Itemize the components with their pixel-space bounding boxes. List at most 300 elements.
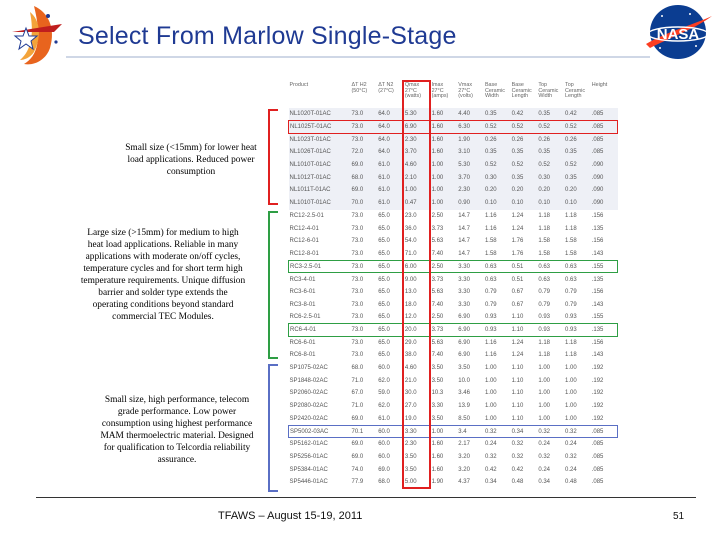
tfaws-logo <box>4 2 68 68</box>
value-cell: 65.0 <box>378 301 390 308</box>
note-high-performance: Small size, high performance, telecom grade performance. Low power consumption using highest performance MAM thermoelectric material. Designed for qualification to Telcordia reliability assurance. <box>100 395 254 465</box>
value-cell: 1.90 <box>457 133 484 146</box>
value-cell: 0.93 <box>484 324 511 337</box>
value-cell: 70.1 <box>351 425 378 438</box>
value-cell: 2.50 <box>431 260 458 273</box>
value-cell: 0.51 <box>511 276 524 283</box>
product-cell: NL1020T-01AC <box>289 108 351 121</box>
value-cell: 3.30 <box>458 288 470 295</box>
product-cell: NL1010T-01AC <box>289 197 351 210</box>
table-row <box>289 349 618 362</box>
value-cell: 68.0 <box>378 479 390 486</box>
value-cell: 59.0 <box>378 390 390 397</box>
value-cell: 3.50 <box>431 377 444 384</box>
value-cell: 0.24 <box>484 441 497 448</box>
value-cell: .155 <box>591 314 604 321</box>
value-cell: 69.0 <box>351 184 378 197</box>
table-row <box>289 425 618 438</box>
value-cell: 3.20 <box>458 453 470 460</box>
value-cell: 0.42 <box>511 108 538 121</box>
value-cell: 2.30 <box>457 184 484 197</box>
value-cell: 0.63 <box>484 276 497 283</box>
value-cell: 0.24 <box>538 441 550 448</box>
bracket-large-size <box>268 211 278 359</box>
value-cell: 3.30 <box>404 425 431 438</box>
value-cell: 38.0 <box>404 352 417 359</box>
table-row <box>289 311 618 324</box>
value-cell: 14.7 <box>458 250 470 257</box>
value-cell: .156 <box>591 339 604 346</box>
product-cell: RC12-4-01 <box>289 225 319 232</box>
product-cell: RC6-8-01 <box>289 352 316 359</box>
title-divider <box>66 56 650 58</box>
value-cell: 1.58 <box>538 238 550 245</box>
product-cell: SP1848-02AC <box>289 377 328 384</box>
value-cell: 60.0 <box>378 453 390 460</box>
table-body <box>289 108 618 489</box>
value-cell: 18.0 <box>404 301 417 308</box>
value-cell: 68.0 <box>351 171 378 184</box>
column-header: ΔT N2 (27°C) <box>378 82 394 94</box>
value-cell: 73.0 <box>351 212 364 219</box>
value-cell: 0.20 <box>564 184 591 197</box>
value-cell: 73.0 <box>351 133 378 146</box>
table-row <box>289 374 618 387</box>
column-header: Top Ceramic Width <box>538 82 559 100</box>
value-cell: 1.18 <box>538 352 550 359</box>
value-cell: 0.35 <box>484 146 511 159</box>
value-cell: 0.52 <box>484 121 511 134</box>
value-cell: 1.00 <box>565 403 577 410</box>
value-cell: 0.20 <box>537 184 564 197</box>
value-cell: 6.90 <box>457 324 484 337</box>
column-header: Qmax 27°C (watts) <box>404 82 422 100</box>
value-cell: .085 <box>591 425 618 438</box>
value-cell: 1.18 <box>538 225 550 232</box>
table-row <box>289 336 618 349</box>
column-header: Product <box>289 82 309 88</box>
value-cell: 73.0 <box>351 288 364 295</box>
value-cell: 0.34 <box>484 479 497 486</box>
value-cell: 10.0 <box>458 377 470 384</box>
value-cell: 73.0 <box>351 121 378 134</box>
value-cell: 0.52 <box>511 159 538 172</box>
value-cell: 1.24 <box>511 225 524 232</box>
value-cell: 3.50 <box>404 453 417 460</box>
product-cell: RC12-2.5-01 <box>289 212 324 219</box>
value-cell: .085 <box>591 108 618 121</box>
note-small-size: Small size (<15mm) for lower heat load applications. Reduced power consumption <box>125 143 257 177</box>
value-cell: 0.32 <box>538 453 550 460</box>
value-cell: 0.24 <box>565 466 577 473</box>
table-row <box>289 451 618 464</box>
value-cell: 0.32 <box>564 425 591 438</box>
value-cell: 1.60 <box>431 108 458 121</box>
value-cell: 1.00 <box>484 365 497 372</box>
value-cell: 60.0 <box>378 365 390 372</box>
value-cell: 73.0 <box>351 238 364 245</box>
value-cell: 8.50 <box>458 415 470 422</box>
value-cell: 1.00 <box>404 184 431 197</box>
note-large-size: Large size (>15mm) for medium to high heat load applications. Reliable in many applications with moderate on/off cycles, temperature cycles and for short term high temperature requirements. Unique diffusion barrier and solder type extends the operating conditions beyond standard commercial TEC Modules. <box>80 228 246 322</box>
value-cell: 65.0 <box>378 212 390 219</box>
value-cell: 2.50 <box>431 314 444 321</box>
value-cell: 5.30 <box>457 159 484 172</box>
value-cell: 3.20 <box>458 466 470 473</box>
value-cell: 0.51 <box>511 260 538 273</box>
product-table <box>288 83 618 489</box>
value-cell: 0.63 <box>564 260 591 273</box>
value-cell: 1.60 <box>431 466 444 473</box>
value-cell: 2.30 <box>404 133 431 146</box>
product-cell: SP1075-02AC <box>289 365 328 372</box>
value-cell: 30.0 <box>404 390 417 397</box>
table-header-row <box>289 83 618 108</box>
value-cell: 0.26 <box>564 133 591 146</box>
value-cell: 1.58 <box>565 238 577 245</box>
value-cell: .192 <box>591 415 604 422</box>
value-cell: 0.35 <box>511 146 538 159</box>
value-cell: .135 <box>591 324 618 337</box>
value-cell: 1.10 <box>511 324 538 337</box>
value-cell: 14.7 <box>458 225 470 232</box>
product-cell: SP5384-01AC <box>289 466 328 473</box>
table-row <box>289 286 618 299</box>
value-cell: 3.70 <box>457 171 484 184</box>
value-cell: .085 <box>591 466 604 473</box>
value-cell: 68.0 <box>351 365 364 372</box>
value-cell: .135 <box>591 225 604 232</box>
value-cell: 61.0 <box>377 184 404 197</box>
product-cell: NL1012T-01AC <box>289 171 351 184</box>
value-cell: 0.24 <box>565 441 577 448</box>
value-cell: 0.10 <box>537 197 564 210</box>
value-cell: 69.0 <box>351 159 378 172</box>
value-cell: .090 <box>591 197 618 210</box>
value-cell: 3.30 <box>431 403 444 410</box>
value-cell: 60.0 <box>377 425 404 438</box>
value-cell: 0.35 <box>564 146 591 159</box>
value-cell: 1.60 <box>431 453 444 460</box>
value-cell: .090 <box>591 171 618 184</box>
value-cell: 3.70 <box>404 146 431 159</box>
table-row <box>289 273 618 286</box>
page-number: 51 <box>673 511 685 522</box>
value-cell: 1.10 <box>511 314 524 321</box>
value-cell: 1.00 <box>565 390 577 397</box>
value-cell: 65.0 <box>378 314 390 321</box>
value-cell: 3.50 <box>458 365 470 372</box>
value-cell: 73.0 <box>351 324 378 337</box>
value-cell: 1.00 <box>565 365 577 372</box>
value-cell: 6.30 <box>457 121 484 134</box>
value-cell: 71.0 <box>351 403 364 410</box>
value-cell: 1.16 <box>484 212 497 219</box>
value-cell: 3.30 <box>458 301 470 308</box>
value-cell: 0.32 <box>484 425 511 438</box>
value-cell: 65.0 <box>377 324 404 337</box>
value-cell: 1.24 <box>511 212 524 219</box>
value-cell: 0.93 <box>565 314 577 321</box>
value-cell: 0.67 <box>511 301 524 308</box>
value-cell: 0.10 <box>511 197 538 210</box>
value-cell: .156 <box>591 212 604 219</box>
value-cell: 4.40 <box>457 108 484 121</box>
value-cell: 7.40 <box>431 352 444 359</box>
value-cell: 0.79 <box>565 301 577 308</box>
value-cell: 0.35 <box>511 171 538 184</box>
product-cell: SP5446-01AC <box>289 479 328 486</box>
value-cell: 20.0 <box>404 324 431 337</box>
value-cell: 70.0 <box>351 197 378 210</box>
value-cell: 6.90 <box>404 121 431 134</box>
value-cell: 1.58 <box>538 250 550 257</box>
value-cell: 77.9 <box>351 479 364 486</box>
value-cell: 73.0 <box>351 276 364 283</box>
value-cell: 0.10 <box>564 197 591 210</box>
nasa-logo-text: NASA <box>656 26 700 43</box>
value-cell: 1.60 <box>431 133 458 146</box>
product-cell: RC3-6-01 <box>289 288 316 295</box>
value-cell: 0.35 <box>537 146 564 159</box>
value-cell: 73.0 <box>351 250 364 257</box>
value-cell: 73.0 <box>351 352 364 359</box>
value-cell: 0.52 <box>537 121 564 134</box>
table-row <box>289 463 618 476</box>
value-cell: 1.16 <box>484 225 497 232</box>
footer-divider <box>36 497 696 498</box>
product-cell: NL1010T-01AC <box>289 159 351 172</box>
value-cell: 0.20 <box>511 184 538 197</box>
product-cell: RC6-2.5-01 <box>289 314 321 321</box>
value-cell: 0.63 <box>484 260 511 273</box>
value-cell: 1.00 <box>431 159 458 172</box>
value-cell: 62.0 <box>378 403 390 410</box>
value-cell: 1.60 <box>431 146 458 159</box>
value-cell: 0.52 <box>564 121 591 134</box>
table-row <box>289 133 618 146</box>
value-cell: 1.00 <box>565 377 577 384</box>
value-cell: 64.0 <box>377 121 404 134</box>
value-cell: 10.3 <box>431 390 444 397</box>
value-cell: 13.0 <box>404 288 417 295</box>
value-cell: 73.0 <box>351 108 378 121</box>
value-cell: 1.24 <box>511 352 524 359</box>
value-cell: 69.0 <box>351 453 364 460</box>
value-cell: 1.60 <box>431 441 444 448</box>
value-cell: 1.00 <box>538 377 550 384</box>
table-row <box>289 235 618 248</box>
bracket-high-performance <box>268 364 278 492</box>
product-cell: RC6-4-01 <box>289 324 351 337</box>
value-cell: 1.00 <box>431 197 458 210</box>
value-cell: 73.0 <box>351 301 364 308</box>
value-cell: 3.73 <box>431 276 444 283</box>
table-row <box>289 400 618 413</box>
value-cell: 0.52 <box>511 121 538 134</box>
value-cell: 29.0 <box>404 339 417 346</box>
value-cell: 64.0 <box>377 146 404 159</box>
value-cell: 6.90 <box>458 352 470 359</box>
value-cell: 0.20 <box>484 184 511 197</box>
value-cell: 0.52 <box>484 159 511 172</box>
product-cell: SP5256-01AC <box>289 453 328 460</box>
value-cell: 65.0 <box>378 225 390 232</box>
value-cell: .192 <box>591 365 604 372</box>
value-cell: 64.0 <box>377 108 404 121</box>
value-cell: 73.0 <box>351 260 378 273</box>
value-cell: 1.10 <box>511 390 524 397</box>
column-header: Top Ceramic Length <box>565 82 586 100</box>
value-cell: 1.90 <box>431 479 444 486</box>
value-cell: 5.00 <box>404 479 417 486</box>
value-cell: .085 <box>591 441 604 448</box>
value-cell: 1.10 <box>511 365 524 372</box>
value-cell: 5.63 <box>431 339 444 346</box>
table-row <box>289 387 618 400</box>
value-cell: 0.32 <box>484 453 497 460</box>
value-cell: 1.60 <box>431 121 458 134</box>
value-cell: 21.0 <box>404 377 417 384</box>
table-row <box>289 248 618 261</box>
value-cell: 0.79 <box>565 288 577 295</box>
value-cell: 69.0 <box>351 441 364 448</box>
value-cell: 69.0 <box>351 415 364 422</box>
value-cell: 1.00 <box>484 403 497 410</box>
value-cell: 1.00 <box>484 377 497 384</box>
value-cell: 1.18 <box>538 339 550 346</box>
value-cell: .135 <box>591 276 604 283</box>
value-cell: 1.76 <box>511 250 524 257</box>
product-cell: RC6-6-01 <box>289 339 316 346</box>
value-cell: 14.7 <box>458 212 470 219</box>
value-cell: 1.00 <box>538 390 550 397</box>
value-cell: 0.42 <box>564 108 591 121</box>
table-row <box>289 413 618 426</box>
table-row <box>289 324 618 337</box>
value-cell: .085 <box>591 453 604 460</box>
value-cell: 0.34 <box>511 425 538 438</box>
column-header: Imax 27°C (amps) <box>431 82 449 100</box>
value-cell: 0.26 <box>511 133 538 146</box>
value-cell: 3.73 <box>431 324 458 337</box>
nasa-logo <box>640 2 716 62</box>
value-cell: 1.76 <box>511 238 524 245</box>
value-cell: 0.35 <box>484 108 511 121</box>
value-cell: 0.63 <box>537 260 564 273</box>
table-row <box>289 260 618 273</box>
value-cell: 60.0 <box>378 441 390 448</box>
value-cell: 4.60 <box>404 159 431 172</box>
value-cell: 0.32 <box>511 453 524 460</box>
value-cell: 3.30 <box>458 276 470 283</box>
value-cell: 1.00 <box>431 184 458 197</box>
value-cell: .085 <box>591 121 618 134</box>
product-cell: NL1011T-01AC <box>289 184 351 197</box>
value-cell: .192 <box>591 403 604 410</box>
value-cell: 1.16 <box>484 352 497 359</box>
bracket-small-size <box>268 109 278 205</box>
value-cell: 71.0 <box>404 250 417 257</box>
value-cell: .143 <box>591 250 604 257</box>
value-cell: 2.50 <box>431 212 444 219</box>
value-cell: 36.0 <box>404 225 417 232</box>
value-cell: 0.32 <box>565 453 577 460</box>
value-cell: 23.0 <box>404 212 417 219</box>
value-cell: 3.46 <box>458 390 470 397</box>
value-cell: 71.0 <box>351 377 364 384</box>
value-cell: 12.0 <box>404 314 417 321</box>
value-cell: 2.10 <box>404 171 431 184</box>
column-header: Height <box>591 82 608 88</box>
value-cell: 1.10 <box>511 403 524 410</box>
value-cell: 3.73 <box>431 225 444 232</box>
value-cell: 73.0 <box>351 339 364 346</box>
value-cell: 0.32 <box>511 441 524 448</box>
value-cell: 0.26 <box>537 133 564 146</box>
value-cell: 1.18 <box>565 352 577 359</box>
table-row <box>289 298 618 311</box>
value-cell: 0.35 <box>537 108 564 121</box>
value-cell: .192 <box>591 390 604 397</box>
value-cell: 27.0 <box>404 403 417 410</box>
column-header: Vmax 27°C (volts) <box>458 82 473 100</box>
value-cell: 0.79 <box>538 288 550 295</box>
value-cell: 0.30 <box>537 171 564 184</box>
value-cell: 0.10 <box>484 197 511 210</box>
value-cell: 0.93 <box>538 314 550 321</box>
value-cell: 1.00 <box>538 403 550 410</box>
product-cell: RC3-8-01 <box>289 301 316 308</box>
value-cell: 0.93 <box>537 324 564 337</box>
value-cell: 1.18 <box>565 339 577 346</box>
value-cell: 0.79 <box>484 301 497 308</box>
value-cell: 54.0 <box>404 238 417 245</box>
column-header: ΔT H2 (50°C) <box>351 82 368 94</box>
product-cell: SP5002-03AC <box>289 425 351 438</box>
value-cell: .085 <box>591 146 618 159</box>
value-cell: 65.0 <box>378 352 390 359</box>
table-row <box>289 222 618 235</box>
table-row <box>289 197 618 210</box>
product-cell: SP2420-02AC <box>289 415 328 422</box>
value-cell: 0.34 <box>538 479 550 486</box>
value-cell: 67.0 <box>351 390 364 397</box>
value-cell: 4.37 <box>458 479 470 486</box>
product-cell: RC12-8-01 <box>289 250 319 257</box>
value-cell: 61.0 <box>377 171 404 184</box>
product-cell: RC12-6-01 <box>289 238 319 245</box>
value-cell: .155 <box>591 260 618 273</box>
value-cell: 65.0 <box>377 260 404 273</box>
value-cell: 5.30 <box>404 108 431 121</box>
value-cell: 5.63 <box>431 288 444 295</box>
table-row <box>289 210 618 223</box>
value-cell: 2.30 <box>404 441 417 448</box>
value-cell: 3.4 <box>457 425 484 438</box>
table-row <box>289 476 618 489</box>
value-cell: 3.10 <box>457 146 484 159</box>
value-cell: .192 <box>591 377 604 384</box>
product-cell: NL1023T-01AC <box>289 133 351 146</box>
value-cell: 6.90 <box>458 339 470 346</box>
product-cell: NL1026T-01AC <box>289 146 351 159</box>
value-cell: 5.63 <box>431 238 444 245</box>
value-cell: 0.32 <box>537 425 564 438</box>
value-cell: 0.90 <box>457 197 484 210</box>
value-cell: 1.18 <box>565 212 577 219</box>
product-table-wrap <box>288 83 618 489</box>
